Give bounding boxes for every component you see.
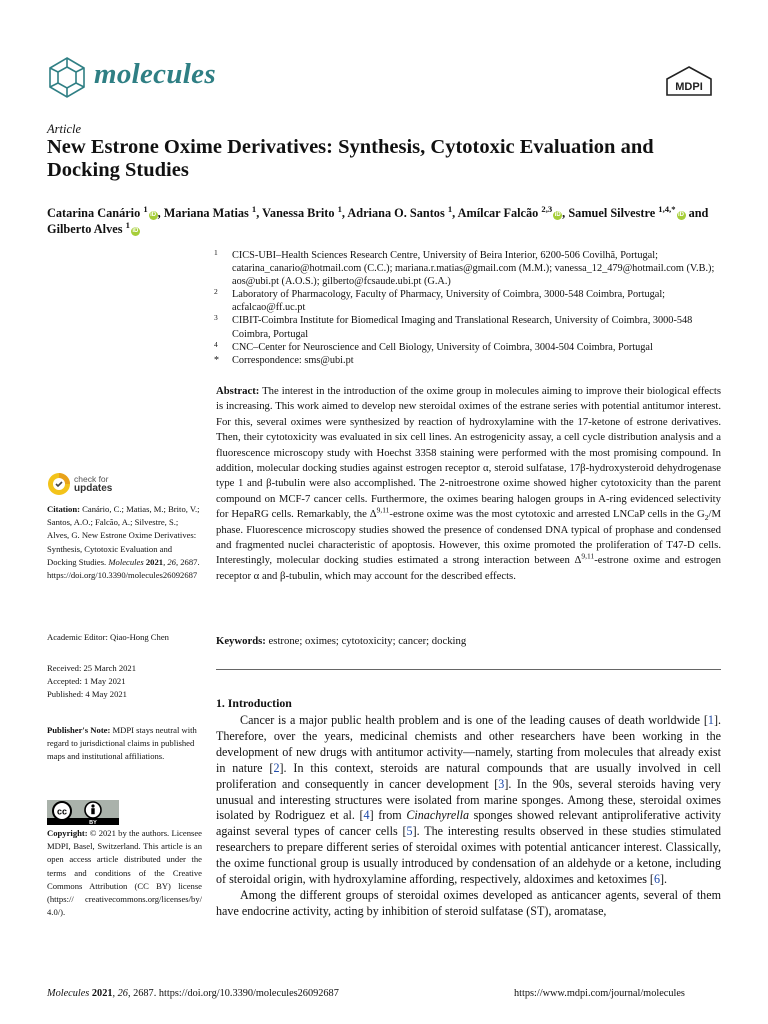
abstract: Abstract: The interest in the introduction of the oxime group in molecules aiming to improve their biological effects is increasing. This work aimed to develop new steroidal oximes of the estrane series with potential antitumor interest. For this, several oximes were synthesized by reaction of hydroxylamine with the 17-ketone of estrone derivatives. Then, their cytotoxicity was evaluated in six cell lines. An estrogenicity assay, a cell cycle distribution analysis and a fluorescence microscopy study with Hoechst 3358 staining were performed with the most promising compound. In addition, molecular docking studies against estrogen receptor α, steroid sulfatase, 17β-hydroxysteroid dehydrogenase type 1 and β-tubulin were also accomplished. The 2-nitroestrone oxime showed higher cytotoxicity than the parent compound on MCF-7 cancer cells. Furthermore, the oximes bearing halogen groups in A-ring evidenced selectivity for HepaRG cells. Remarkably, the Δ$^{9,11}$-estrone oxime was the most cytotoxic and arrested LNCaP cells in the $G_2/M$ phase. Fluorescence microscopy studies showed the presence of condensed DNA typical of prophase and condensed and fragmented nuclei characteristic of apoptosis. However, this oxime promoted the proliferation of T47-D cells. Interestingly, molecular docking studies estimated a strong interaction between Δ$^{9,11}$-estrone oxime and estrogen receptor α and β-tubulin, which may account for the described effects. xyxy=(216,385,721,582)
svg-text:BY: BY xyxy=(89,820,97,825)
keywords: Keywords: estrone; oximes; cytotoxicity; cancer; docking xyxy=(216,635,467,647)
molecule-logo-icon xyxy=(44,54,90,100)
check-updates-label: check for xyxy=(74,474,109,484)
genus-name: Cinachyrella xyxy=(406,808,470,823)
reference-link[interactable]: 6 xyxy=(653,872,661,887)
check-for-updates-badge[interactable] xyxy=(47,472,197,498)
updates-label: updates xyxy=(74,483,113,494)
intro-text: ]. In this context, steroids are natural compounds that are usually involved in cell proliferation and consequently in cancer development [ xyxy=(216,760,722,791)
author-name: Amílcar Falcão xyxy=(457,206,539,220)
cc-by-license-icon[interactable] xyxy=(47,800,119,825)
publisher-note: Publisher's Note: MDPI stays neutral with regard to jurisdictional claims in published maps and institutional affiliations. xyxy=(47,725,197,762)
dates xyxy=(47,662,202,702)
intro-text: ] from xyxy=(369,808,407,823)
author-name: Samuel Silvestre xyxy=(568,206,656,220)
author-list: Catarina Canário $^1$iD , Mariana Matias $^1$, Vanessa Brito $^1$, Adriana O. Santos $^1$, Amílcar Falcão $^{2,3}$iD , Samuel Silvestre $^{1,4,*}$iD and Gilberto Alves $^1$iD xyxy=(47,203,709,236)
reference-link[interactable]: 4 xyxy=(363,808,370,823)
affiliation-text: CNC–Center for Neuroscience and Cell Biology, University of Coimbra, 3004-504 Coimbra, Portugal xyxy=(232,341,653,353)
affiliation-number: * xyxy=(214,354,219,366)
check-updates-icon xyxy=(47,472,71,496)
article-type: Article xyxy=(47,122,82,136)
section-divider xyxy=(216,669,721,670)
affiliation-text: CICS-UBI–Health Sciences Research Centre, University of Beira Interior, 6200-506 Covilhã, Portugal; catarina_canario@hotmail.com (C.C.); mariana.r.matias@gmail.com (M.M.); vanessa_12_479@hotmail.com (V.B.); aos@ubi.pt (A.O.S.); gilberto@fcsaude.ubi.pt (G.A.) xyxy=(232,250,715,288)
affiliation-item xyxy=(212,249,732,288)
affiliation-text: Laboratory of Pharmacology, Faculty of Pharmacy, University of Coimbra, 3000-548 Coimbra, Portugal; acfalcao@ff.uc.pt xyxy=(232,289,666,314)
affiliation-item xyxy=(212,314,732,340)
publisher-name: MDPI xyxy=(675,81,703,93)
reference-link[interactable]: 2 xyxy=(273,760,280,775)
intro-text: ]. xyxy=(660,872,668,887)
intro-paragraph-2: Among the different groups of steroidal oximes developed as anticancer agents, several of them have endocrine activity, acting by inhibition of steroid sulfatase (ST), aromatase, xyxy=(216,887,721,918)
received-date: Received: 25 March 2021 xyxy=(47,663,137,673)
published-date: Published: 4 May 2021 xyxy=(47,689,127,700)
author-affiliation-marker: 1 xyxy=(337,203,342,214)
section-heading: 1. Introduction xyxy=(216,696,292,710)
author-name: Mariana Matias xyxy=(163,206,249,220)
affiliation-text: CIBIT-Coimbra Institute for Biomedical Imaging and Translational Research, University of Coimbra, 3000-548 Coimbra, Portugal xyxy=(232,315,693,340)
author-name: Gilberto Alves xyxy=(47,221,123,236)
orcid-icon[interactable]: iD xyxy=(150,212,157,218)
author-affiliation-marker: 1,4,* xyxy=(658,203,676,214)
footer-citation: Molecules 2021, 26, 2687. https://doi.org/10.3390/molecules26092687 xyxy=(47,988,339,999)
intro-text: ]. In the 90s, several steroids having very unusual and interesting structures were isolated from marine sponges. Among these, steroidal oximes isolated by Rodriguez et al. [ xyxy=(216,776,721,823)
reference-link[interactable]: 5 xyxy=(406,824,413,839)
intro-paragraph-1 xyxy=(216,713,721,888)
author-affiliation-marker: 1 xyxy=(251,203,257,214)
accepted-date: Accepted: 1 May 2021 xyxy=(47,676,126,687)
affiliation-item xyxy=(212,354,732,367)
affiliation-item xyxy=(212,341,732,354)
affiliation-number: 2 xyxy=(214,287,218,297)
author-affiliation-marker: 1 xyxy=(143,203,148,214)
intro-text: Cancer is a major public health problem and is one of the leading causes of death worldwide [ xyxy=(240,713,708,727)
reference-link[interactable]: 3 xyxy=(498,776,505,791)
intro-text: sponges showed relevant antiproliferative activity against several types of cancer cells [ xyxy=(216,808,721,839)
paper-title: New Estrone Oxime Derivatives: Synthesis, Cytotoxic Evaluation and Docking Studies xyxy=(47,136,654,181)
mdpi-logo-icon[interactable] xyxy=(665,66,713,96)
affiliations xyxy=(212,249,732,367)
affiliation-number: 1 xyxy=(214,248,218,257)
author-name: Vanessa Brito xyxy=(262,206,335,220)
author-name: Catarina Canário xyxy=(47,206,141,220)
author-affiliation-marker: 1 xyxy=(447,203,453,214)
orcid-icon[interactable]: iD xyxy=(554,212,561,218)
journal-name: molecules xyxy=(94,58,216,90)
author-affiliation-marker: 2,3 xyxy=(541,203,553,214)
copyright: Copyright: © 2021 by the authors. Licensee MDPI, Basel, Switzerland. This article is an open access article distributed under the terms and conditions of the Creative Commons Attribution (CC BY) license (https:// creativecommons.org/licenses/by/ 4.0/). xyxy=(47,828,202,918)
orcid-icon[interactable]: iD xyxy=(678,212,684,218)
affiliation-item xyxy=(212,288,732,314)
introduction-body xyxy=(216,713,721,920)
academic-editor: Academic Editor: Qiao-Hong Chen xyxy=(47,632,169,642)
author-name: Adriana O. Santos xyxy=(347,206,445,220)
citation: Citation: Canário, C.; Matias, M.; Brito, V.; Santos, A.O.; Falcão, A.; Silvestre, S.; Alves, G. New Estrone Oxime Derivatives: Synthesis, Cytotoxic Evaluation and Docking Studies. Molecules 2021, 26, 2687. https://doi.org/10.3390/molecules26092687 xyxy=(47,504,200,581)
orcid-icon[interactable]: iD xyxy=(132,227,139,234)
footer-url[interactable]: https://www.mdpi.com/journal/molecules xyxy=(514,988,685,999)
affiliation-number: 4 xyxy=(214,339,218,349)
affiliation-text: Correspondence: sms@ubi.pt xyxy=(232,354,354,366)
reference-link[interactable]: 1 xyxy=(707,713,714,727)
affiliation-number: 3 xyxy=(214,313,218,323)
svg-text:cc: cc xyxy=(56,806,68,817)
intro-text: ]. The interesting results observed in these studies stimulated researchers to prepare different series of steroidal oximes with potential anticancer interest. Classically, the oxime functional group is usually introduced by condensation of an aldehyde or a ketone, including of steroidal origin, with hydroxylamine affording, respectively, aldoximes and ketoximes [ xyxy=(216,824,721,887)
intro-text: ]. Therefore, over the years, medicinal chemists and other researchers have been working in the development of new drugs with antitumor activity—namely, starting from molecules that already exist in nature [ xyxy=(216,713,721,775)
author-affiliation-marker: 1 xyxy=(125,219,130,230)
